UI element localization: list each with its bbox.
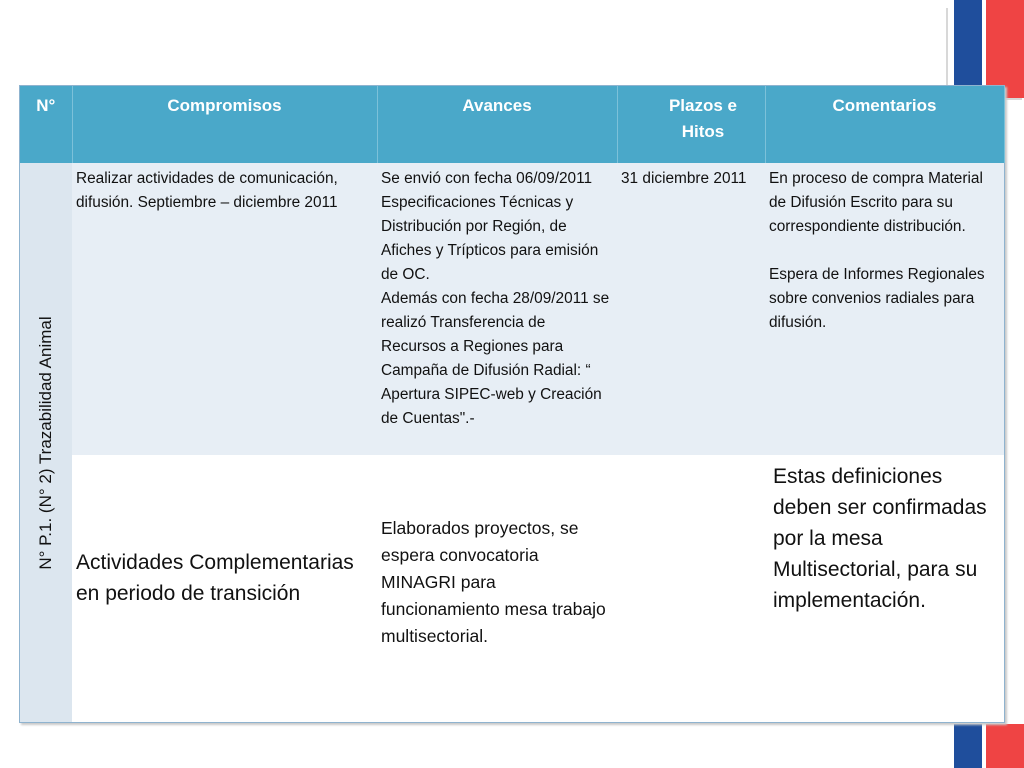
comentario-paragraph: En proceso de compra Material de Difusión Escrito para su correspondiente distribución. [769, 170, 983, 235]
header-avances: Avances [377, 86, 617, 163]
table-row [20, 163, 1004, 455]
avance-paragraph: Se envió con fecha 06/09/2011 Especificaciones Técnicas y Distribución por Región, de Afiches y Trípticos para emisión de OC. [381, 170, 599, 283]
cell-plazo: 31 diciembre 2011 [617, 163, 765, 455]
header-plazos-line1: Plazos e [668, 96, 738, 115]
cell-comentario: Estas definiciones deben ser confirmadas por la mesa Multisectorial, para su implementación. [765, 455, 1004, 722]
cell-plazo [617, 455, 765, 722]
header-row [20, 86, 1004, 163]
cell-avance: Elaborados proyectos, se espera convocatoria MINAGRI para funcionamiento mesa trabajo multisectorial. [377, 455, 617, 722]
header-plazos [617, 86, 765, 163]
header-num: N° [20, 86, 72, 163]
table-row [20, 455, 1004, 722]
cell-compromiso: Actividades Complementarias en periodo de transición [72, 455, 377, 722]
cell-comentario [765, 163, 1004, 455]
cell-compromiso: Realizar actividades de comunicación, difusión. Septiembre – diciembre 2011 [72, 163, 377, 455]
header-compromisos: Compromisos [72, 86, 377, 163]
header-plazos-line2: Hitos [681, 122, 725, 141]
commitments-table [20, 86, 1005, 722]
flag-stripes-bottom [948, 724, 1024, 768]
header-comentarios: Comentarios [765, 86, 1004, 163]
row-group-label: N° P.1. (N° 2) Trazabilidad Animal [36, 315, 55, 570]
commitments-table-container [19, 85, 1005, 723]
cell-avance [377, 163, 617, 455]
avance-paragraph: Además con fecha 28/09/2011 se realizó Transferencia de Recursos a Regiones para Campaña de Difusión Radial: “ Apertura SIPEC-web y Creación de Cuentas".- [381, 290, 610, 427]
flag-stripes-top [948, 0, 1024, 98]
row-group-cell [20, 163, 72, 722]
comentario-paragraph: Espera de Informes Regionales sobre convenios radiales para difusión. [769, 266, 985, 331]
